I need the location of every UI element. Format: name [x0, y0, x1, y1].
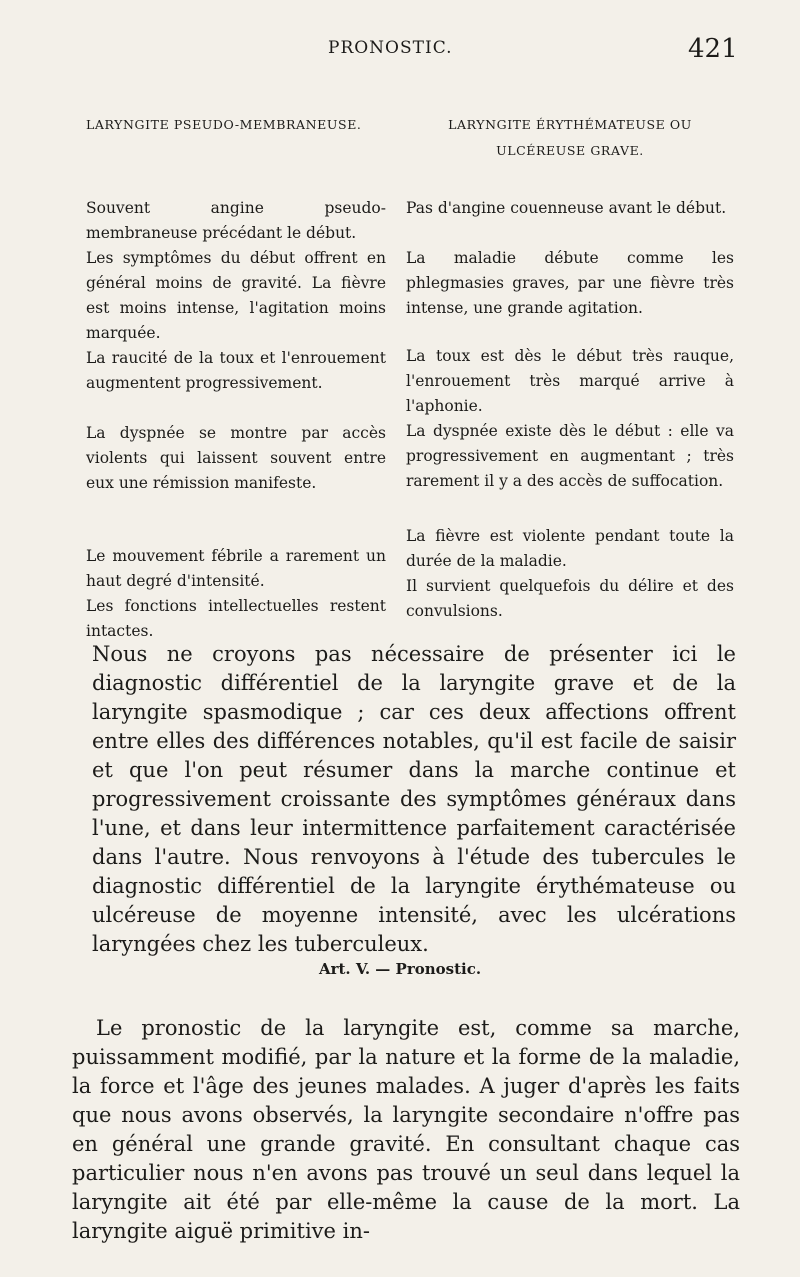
left-entry: Les symptômes du début offrent en général moins de gravité. La fièvre est moins intense, l'agitation moins marquée. — [86, 249, 386, 342]
right-entry: Il survient quelquefois du délire et des convulsions. — [406, 577, 734, 620]
left-column-heading: LARYNGITE PSEUDO-MEMBRANEUSE. — [86, 117, 362, 132]
running-title: PRONOSTIC. — [328, 38, 453, 58]
right-entry: La maladie débute comme les phlegmasies graves, par une fièvre très intense, une grande agitation. — [406, 249, 734, 317]
right-entry: La fièvre est violente pendant toute la durée de la maladie. — [406, 527, 734, 570]
right-column-heading: LARYNGITE ÉRYTHÉMATEUSE OU ULCÉREUSE GRAVE. — [448, 117, 692, 158]
page-header — [0, 34, 800, 72]
left-entry: La raucité de la toux et l'enrouement augmentent progressivement. — [86, 349, 386, 392]
right-column — [406, 112, 734, 624]
prognosis-paragraph — [72, 1014, 740, 1246]
section-title: Art. V. — Pronostic. — [318, 960, 482, 978]
page-number: 421 — [688, 34, 738, 64]
left-entry: Le mouvement fébrile a rarement un haut degré d'intensité. — [86, 547, 386, 590]
left-column — [86, 112, 386, 644]
paragraph-text: Nous ne croyons pas nécessaire de présenter ici le diagnostic différentiel de la laryngite grave et de la laryngite spasmodique ; car ces deux affections offrent entre elles des différences notables, qu'il est facile de saisir et que l'on peut résumer dans la marche continue et progressivement croissante des symptômes généraux dans l'une, et dans leur intermittence parfaitement caractérisée dans l'autre. Nous renvoyons à l'étude des tubercules le diagnostic différentiel de la laryngite érythémateuse ou ulcéreuse de moyenne intensité, avec les ulcérations laryngées chez les tuberculeux. — [92, 642, 736, 956]
left-entry: Souvent angine pseudo-membraneuse précédant le début. — [86, 199, 386, 242]
left-entry: Les fonctions intellectuelles restent intactes. — [86, 597, 386, 640]
right-entry: La dyspnée existe dès le début : elle va progressivement en augmentant ; très rarement il y a des accès de suffocation. — [406, 422, 734, 490]
right-entry: La toux est dès le début très rauque, l'enrouement très marqué arrive à l'aphonie. — [406, 347, 734, 415]
right-entry: Pas d'angine couenneuse avant le début. — [406, 199, 727, 217]
left-entry: La dyspnée se montre par accès violents qui laissent souvent entre eux une rémission manifeste. — [86, 424, 386, 492]
diagnosis-paragraph — [92, 640, 736, 959]
paragraph-text: Le pronostic de la laryngite est, comme sa marche, puissamment modifié, par la nature et la forme de la maladie, la force et l'âge des jeunes malades. A juger d'après les faits que nous avons observés, la laryngite secondaire n'offre pas en général une grande gravité. En consultant chaque cas particulier nous n'en avons pas trouvé un seul dans lequel la laryngite ait été par elle-même la cause de la mort. La laryngite aiguë primitive in- — [72, 1016, 740, 1243]
